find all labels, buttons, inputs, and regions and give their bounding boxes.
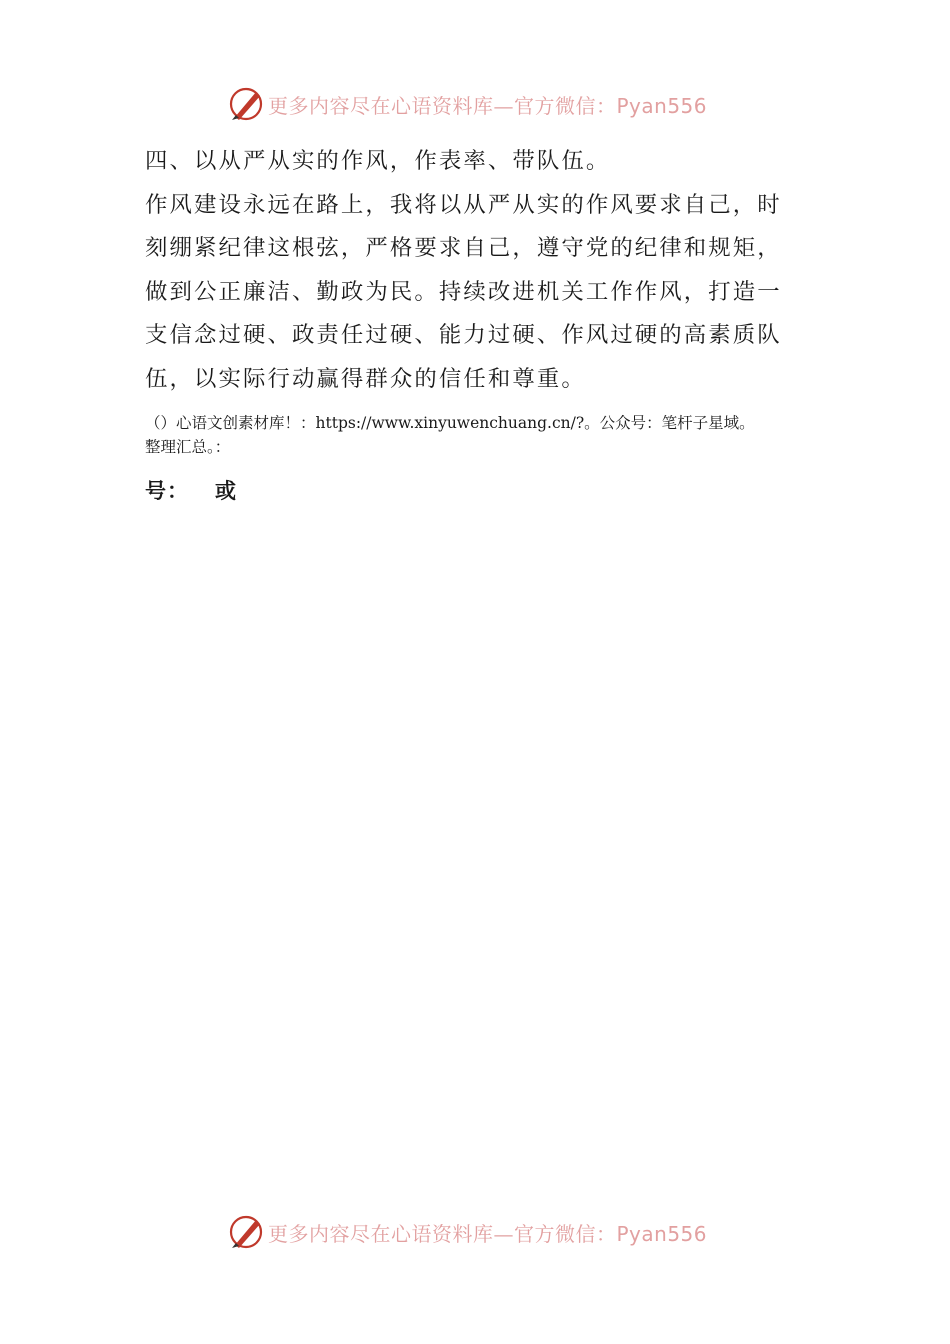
header-wechat-id: Pyan556: [616, 94, 708, 118]
footer-wechat-id: Pyan556: [616, 1222, 708, 1246]
pen-logo-icon: [226, 84, 266, 124]
page-footer: [0, 1210, 950, 1254]
paragraph-line: 做到公正廉洁、勤政为民。持续改进机关工作作风，打造一: [145, 278, 782, 305]
pen-logo-icon: [226, 1212, 266, 1252]
source-url-link[interactable]: https://www.xinyuwenchuang.cn/?: [315, 414, 585, 432]
document-body: [145, 140, 810, 505]
source-note-suffix: 。公众号：笔杆子星域。: [584, 414, 755, 432]
header-banner-text: 更多内容尽在心语资料库—官方微信：: [268, 94, 617, 118]
header-banner: [268, 90, 707, 119]
source-note-line1: [145, 411, 810, 435]
signature-line: [145, 475, 810, 505]
paragraph-line: 作风建设永远在路上，我将以从严从实的作风要求自己，时: [145, 191, 782, 218]
paragraph-line: 伍，以实际行动赢得群众的信任和尊重。: [145, 365, 586, 392]
footer-banner: [268, 1218, 707, 1247]
source-note: [145, 411, 810, 459]
source-note-line2: 整理汇总。：: [145, 438, 231, 456]
page-header: [0, 82, 950, 126]
heading-line: 四、以从严从实的作风，作表率、带队伍。: [145, 148, 611, 174]
paragraph-line: 支信念过硬、政责任过硬、能力过硬、作风过硬的高素质队: [145, 322, 782, 348]
source-note-prefix: （）心语文创素材库！：: [145, 414, 316, 432]
paragraph-line: 刻绷紧纪律这根弦，严格要求自己，遵守党的纪律和规矩，: [145, 235, 782, 261]
signature-part-b: 或: [215, 479, 237, 503]
signature-part-a: 号：: [145, 479, 189, 503]
footer-banner-text: 更多内容尽在心语资料库—官方微信：: [268, 1222, 617, 1246]
